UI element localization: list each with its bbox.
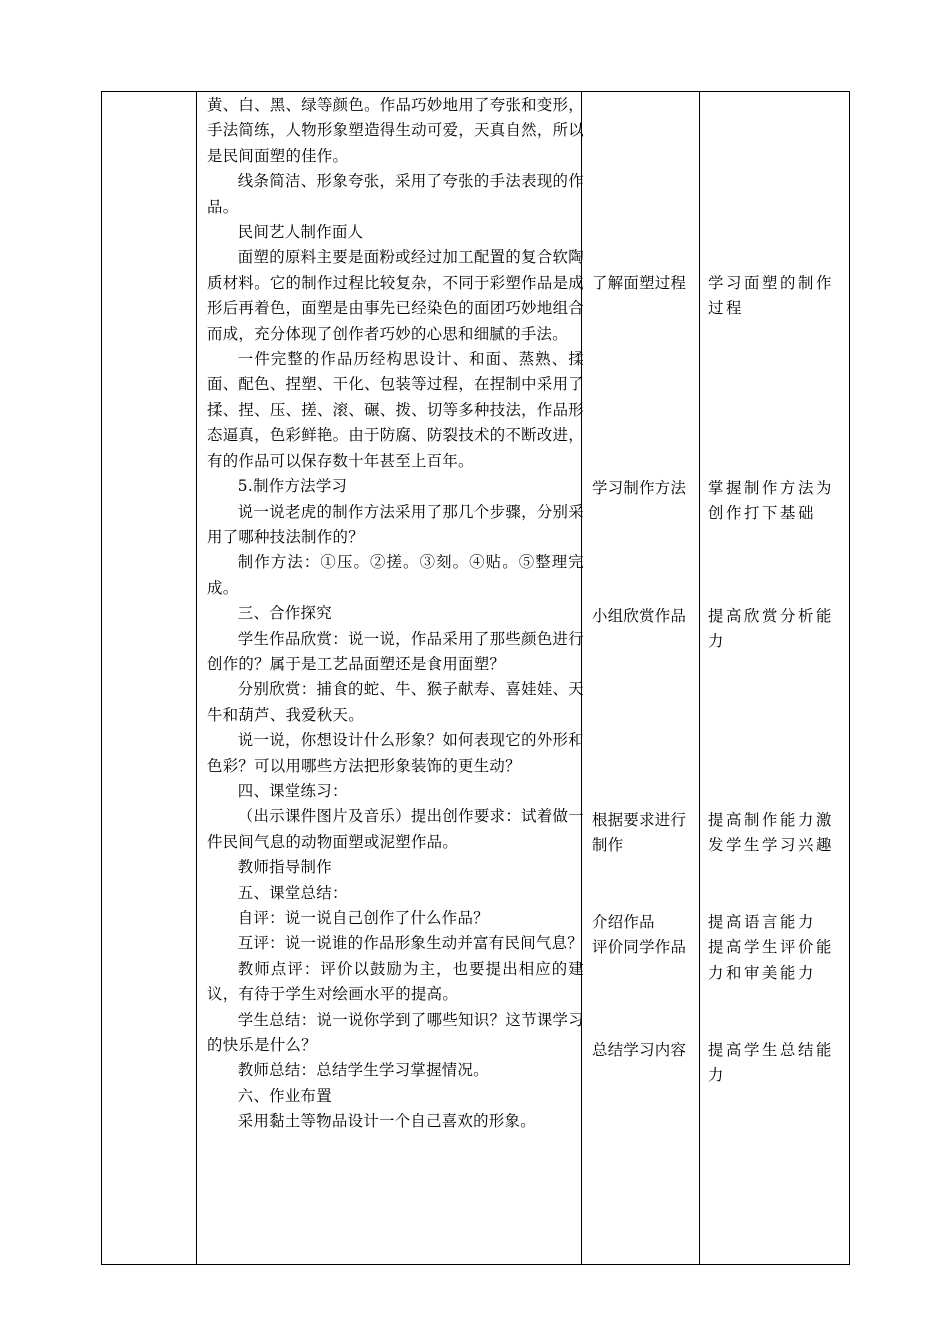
content-paragraph: 线条简洁、形象夸张，采用了夸张的手法表现的作品。 xyxy=(207,172,584,216)
intent-line: 力 xyxy=(708,632,726,651)
intent-line: 力和审美能力 xyxy=(708,963,816,982)
intent-line: 提高语言能力 xyxy=(708,913,816,931)
intent-line: 发学生学习兴趣 xyxy=(708,836,834,855)
student-activity xyxy=(592,604,698,629)
teaching-content-column xyxy=(197,92,592,1264)
activity-line: 了解面塑过程 xyxy=(592,274,687,292)
activity-line: 评价同学作品 xyxy=(592,938,687,957)
intent-line: 提高学生总结能 xyxy=(708,1041,834,1059)
section-heading: 三、合作探究 xyxy=(237,604,332,623)
activity-line: 总结学习内容 xyxy=(592,1041,687,1059)
content-paragraph: 教师总结：总结学生学习掌握情况。 xyxy=(237,1061,489,1080)
activity-line: 介绍作品 xyxy=(592,913,655,931)
student-activity xyxy=(592,271,698,296)
content-paragraph: 学生总结：说一说你学到了哪些知识？这节课学习的快乐是什么？ xyxy=(207,1010,584,1055)
intent-line: 提高学生评价能 xyxy=(708,938,834,957)
content-paragraph: 说一说，你想设计什么形象？如何表现它的外形和色彩？可以用哪些方法把形象装饰的更生动？ xyxy=(207,731,584,775)
activity-line: 小组欣赏作品 xyxy=(592,607,687,625)
activity-line: 学习制作方法 xyxy=(592,479,687,497)
content-paragraph: 互评：说一说谁的作品形象生动并富有民间气息？ xyxy=(237,934,583,953)
design-intent xyxy=(708,271,844,322)
content-paragraph: 一件完整的作品历经构思设计、和面、蒸熟、揉面、配色、捏塑、干化、包装等过程，在捏制中采用了揉、捏、压、搓、滚、碾、拨、切等多种技法，作品形态逼真，色彩鲜艳。由于防腐、防裂技术的不断改进，有的作品可以保存数十年甚至上百年。 xyxy=(207,350,584,470)
content-paragraph: 黄、白、黑、绿等颜色。作品巧妙地用了夸张和变形，手法简练，人物形象塑造得生动可爱，天真自然，所以是民间面塑的佳作。 xyxy=(207,96,584,165)
design-intent xyxy=(708,1038,844,1089)
intent-line: 掌握制作方法为 xyxy=(708,479,834,497)
intent-line: 提高制作能力激 xyxy=(708,811,834,829)
student-activity xyxy=(592,910,698,961)
design-intent xyxy=(708,476,844,527)
section-heading: 六、作业布置 xyxy=(237,1086,332,1105)
student-activity xyxy=(592,808,698,859)
intent-line: 过程 xyxy=(708,299,744,318)
column-divider xyxy=(699,92,700,1264)
content-paragraph: 说一说老虎的制作方法采用了那几个步骤，分别采用了哪种技法制作的？ xyxy=(207,502,584,546)
intent-line: 学习面塑的制作 xyxy=(708,274,834,292)
activity-line: 根据要求进行 xyxy=(592,811,687,829)
student-activity xyxy=(592,476,698,501)
content-paragraph: 民间艺人制作面人 xyxy=(237,223,364,242)
content-paragraph: 自评：说一说自己创作了什么作品？ xyxy=(237,909,489,927)
content-paragraph: 制作方法：①压。②搓。③刻。④贴。⑤整理完成。 xyxy=(207,553,584,597)
section-heading: 四、课堂练习： xyxy=(237,781,348,800)
content-paragraph: 教师指导制作 xyxy=(237,858,332,877)
student-activity xyxy=(592,1038,698,1063)
design-intent xyxy=(708,910,844,986)
activity-line: 制作 xyxy=(592,836,624,855)
section-heading: 五、课堂总结： xyxy=(237,883,348,902)
content-paragraph: 分别欣赏：捕食的蛇、牛、猴子献寿、喜娃娃、天牛和葫芦、我爱秋天。 xyxy=(207,680,584,724)
content-paragraph: 采用黏土等物品设计一个自己喜欢的形象。 xyxy=(237,1112,536,1131)
lesson-plan-table xyxy=(101,91,850,1265)
design-intent xyxy=(708,808,844,859)
intent-line: 创作打下基础 xyxy=(708,504,816,523)
content-paragraph: 面塑的原料主要是面粉或经过加工配置的复合软陶质材料。它的制作过程比较复杂，不同于彩塑作品是成形后再着色，面塑是由事先已经染色的面团巧妙地组合而成，充分体现了创作者巧妙的心思和细腻的手法。 xyxy=(207,248,584,343)
content-paragraph: 学生作品欣赏：说一说，作品采用了那些颜色进行创作的？属于是工艺品面塑还是食用面塑？ xyxy=(207,629,584,673)
intent-line: 力 xyxy=(708,1066,726,1085)
content-paragraph: （出示课件图片及音乐）提出创作要求：试着做一件民间气息的动物面塑或泥塑作品。 xyxy=(207,807,584,851)
section-heading: 5.制作方法学习 xyxy=(237,477,348,496)
empty-first-column xyxy=(102,92,196,1264)
intent-line: 提高欣赏分析能 xyxy=(708,607,834,625)
content-paragraph: 教师点评：评价以鼓励为主，也要提出相应的建议，有待于学生对绘画水平的提高。 xyxy=(207,959,584,1004)
design-intent xyxy=(708,604,844,655)
